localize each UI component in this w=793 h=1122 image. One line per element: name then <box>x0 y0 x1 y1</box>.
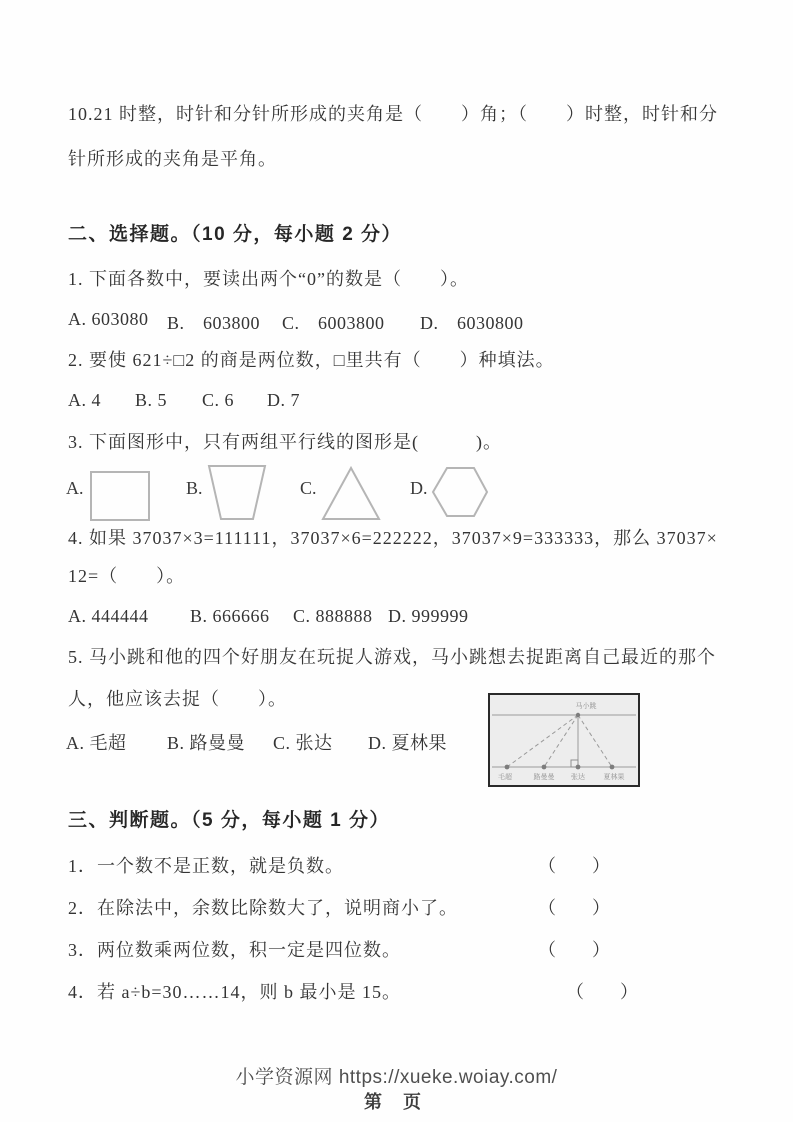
choice-q2-option-c: C. 6 <box>202 390 235 410</box>
judge-item-3 <box>0 936 793 960</box>
choice-q2-option-a: A. 4 <box>68 390 101 410</box>
choice-q1-options <box>0 309 793 333</box>
judge-item-1 <box>0 852 793 876</box>
judge-item-4 <box>0 978 793 1002</box>
choice-q5-option-c: C. 张达 <box>273 733 333 753</box>
diagram-bottom-label-4: 夏林果 <box>603 774 625 781</box>
choice-q4-option-a: A. 444444 <box>68 606 149 626</box>
choice-q3-text: 3. 下面图形中，只有两组平行线的图形是( )。 <box>68 432 502 452</box>
choice-q4-option-c: C. 888888 <box>293 606 373 626</box>
distance-diagram-figure <box>488 693 640 787</box>
choice-q1-option-b: B. 603800 <box>167 313 261 333</box>
footer-page-number: 第 页 <box>363 1092 429 1112</box>
hexagon-icon <box>430 466 490 520</box>
choice-q5-option-d: D. 夏林果 <box>368 733 447 753</box>
choice-q5-option-b: B. 路曼曼 <box>167 733 246 753</box>
section-judge-title: 三、判断题。（5 分，每小题 1 分） <box>68 810 390 831</box>
choice-q4-line-1: 4. 如果 37037×3=111111，37037×6=222222，37037×9=333333，那么 37037× <box>68 528 718 548</box>
distance-diagram <box>490 695 638 785</box>
diagram-bottom-label-3: 张达 <box>571 774 585 781</box>
choice-q1-option-a: A. 603080 <box>68 309 149 329</box>
judge-item-4-answer-blank: （ ） <box>566 982 638 1002</box>
choice-q4-option-d: D. 999999 <box>388 606 469 626</box>
choice-q3-label-b: B. <box>186 478 203 498</box>
judge-item-4-text: 4．若 a÷b=30……14，则 b 最小是 15。 <box>68 982 402 1002</box>
choice-q1-option-c: C. 6003800 <box>282 313 385 333</box>
choice-q5-option-a: A. 毛超 <box>66 733 127 753</box>
choice-q5-options <box>0 729 793 753</box>
choice-q4-options <box>0 606 793 630</box>
choice-q2-option-b: B. 5 <box>135 390 168 410</box>
choice-q2-text: 2. 要使 621÷□2 的商是两位数，□里共有（ ）种填法。 <box>68 350 555 370</box>
rectangle-icon <box>89 468 152 524</box>
judge-item-2-answer-blank: （ ） <box>538 898 610 918</box>
judge-item-1-text: 1．一个数不是正数，就是负数。 <box>68 856 344 876</box>
triangle-icon <box>320 465 382 523</box>
judge-item-3-answer-blank: （ ） <box>538 940 610 960</box>
choice-q3-label-d: D. <box>410 478 428 498</box>
question-10-line-2: 针所形成的夹角是平角。 <box>68 149 277 169</box>
choice-q4-line-2: 12=（ ）。 <box>68 566 186 586</box>
choice-q5-line-1: 5. 马小跳和他的四个好朋友在玩捉人游戏，马小跳想去捉距离自己最近的那个 <box>68 647 716 667</box>
choice-q1-text: 1. 下面各数中，要读出两个“0”的数是（ ）。 <box>68 269 469 289</box>
choice-q3-label-a: A. <box>66 478 84 498</box>
section-choice-title: 二、选择题。（10 分，每小题 2 分） <box>68 224 403 245</box>
choice-q2-options <box>0 390 793 414</box>
footer-site-link: 小学资源网 https://xueke.woiay.com/ <box>235 1067 558 1088</box>
trapezoid-icon <box>206 463 268 523</box>
choice-q4-option-b: B. 666666 <box>190 606 270 626</box>
diagram-top-label: 马小跳 <box>575 703 597 710</box>
judge-item-2 <box>0 894 793 918</box>
judge-item-3-text: 3．两位数乘两位数，积一定是四位数。 <box>68 940 401 960</box>
diagram-bottom-label-2: 路曼曼 <box>533 774 555 781</box>
judge-item-2-text: 2．在除法中，余数比除数大了，说明商小了。 <box>68 898 458 918</box>
choice-q2-option-d: D. 7 <box>267 390 300 410</box>
choice-q5-line-2: 人，他应该去捉（ ）。 <box>68 689 287 709</box>
choice-q1-option-d: D. 6030800 <box>420 313 524 333</box>
diagram-bottom-label-1: 毛超 <box>498 774 512 781</box>
choice-q3-label-c: C. <box>300 478 317 498</box>
judge-item-1-answer-blank: （ ） <box>538 856 610 876</box>
question-10-line-1: 10.21 时整，时针和分针所形成的夹角是（ ）角；（ ）时整，时针和分 <box>68 104 718 124</box>
